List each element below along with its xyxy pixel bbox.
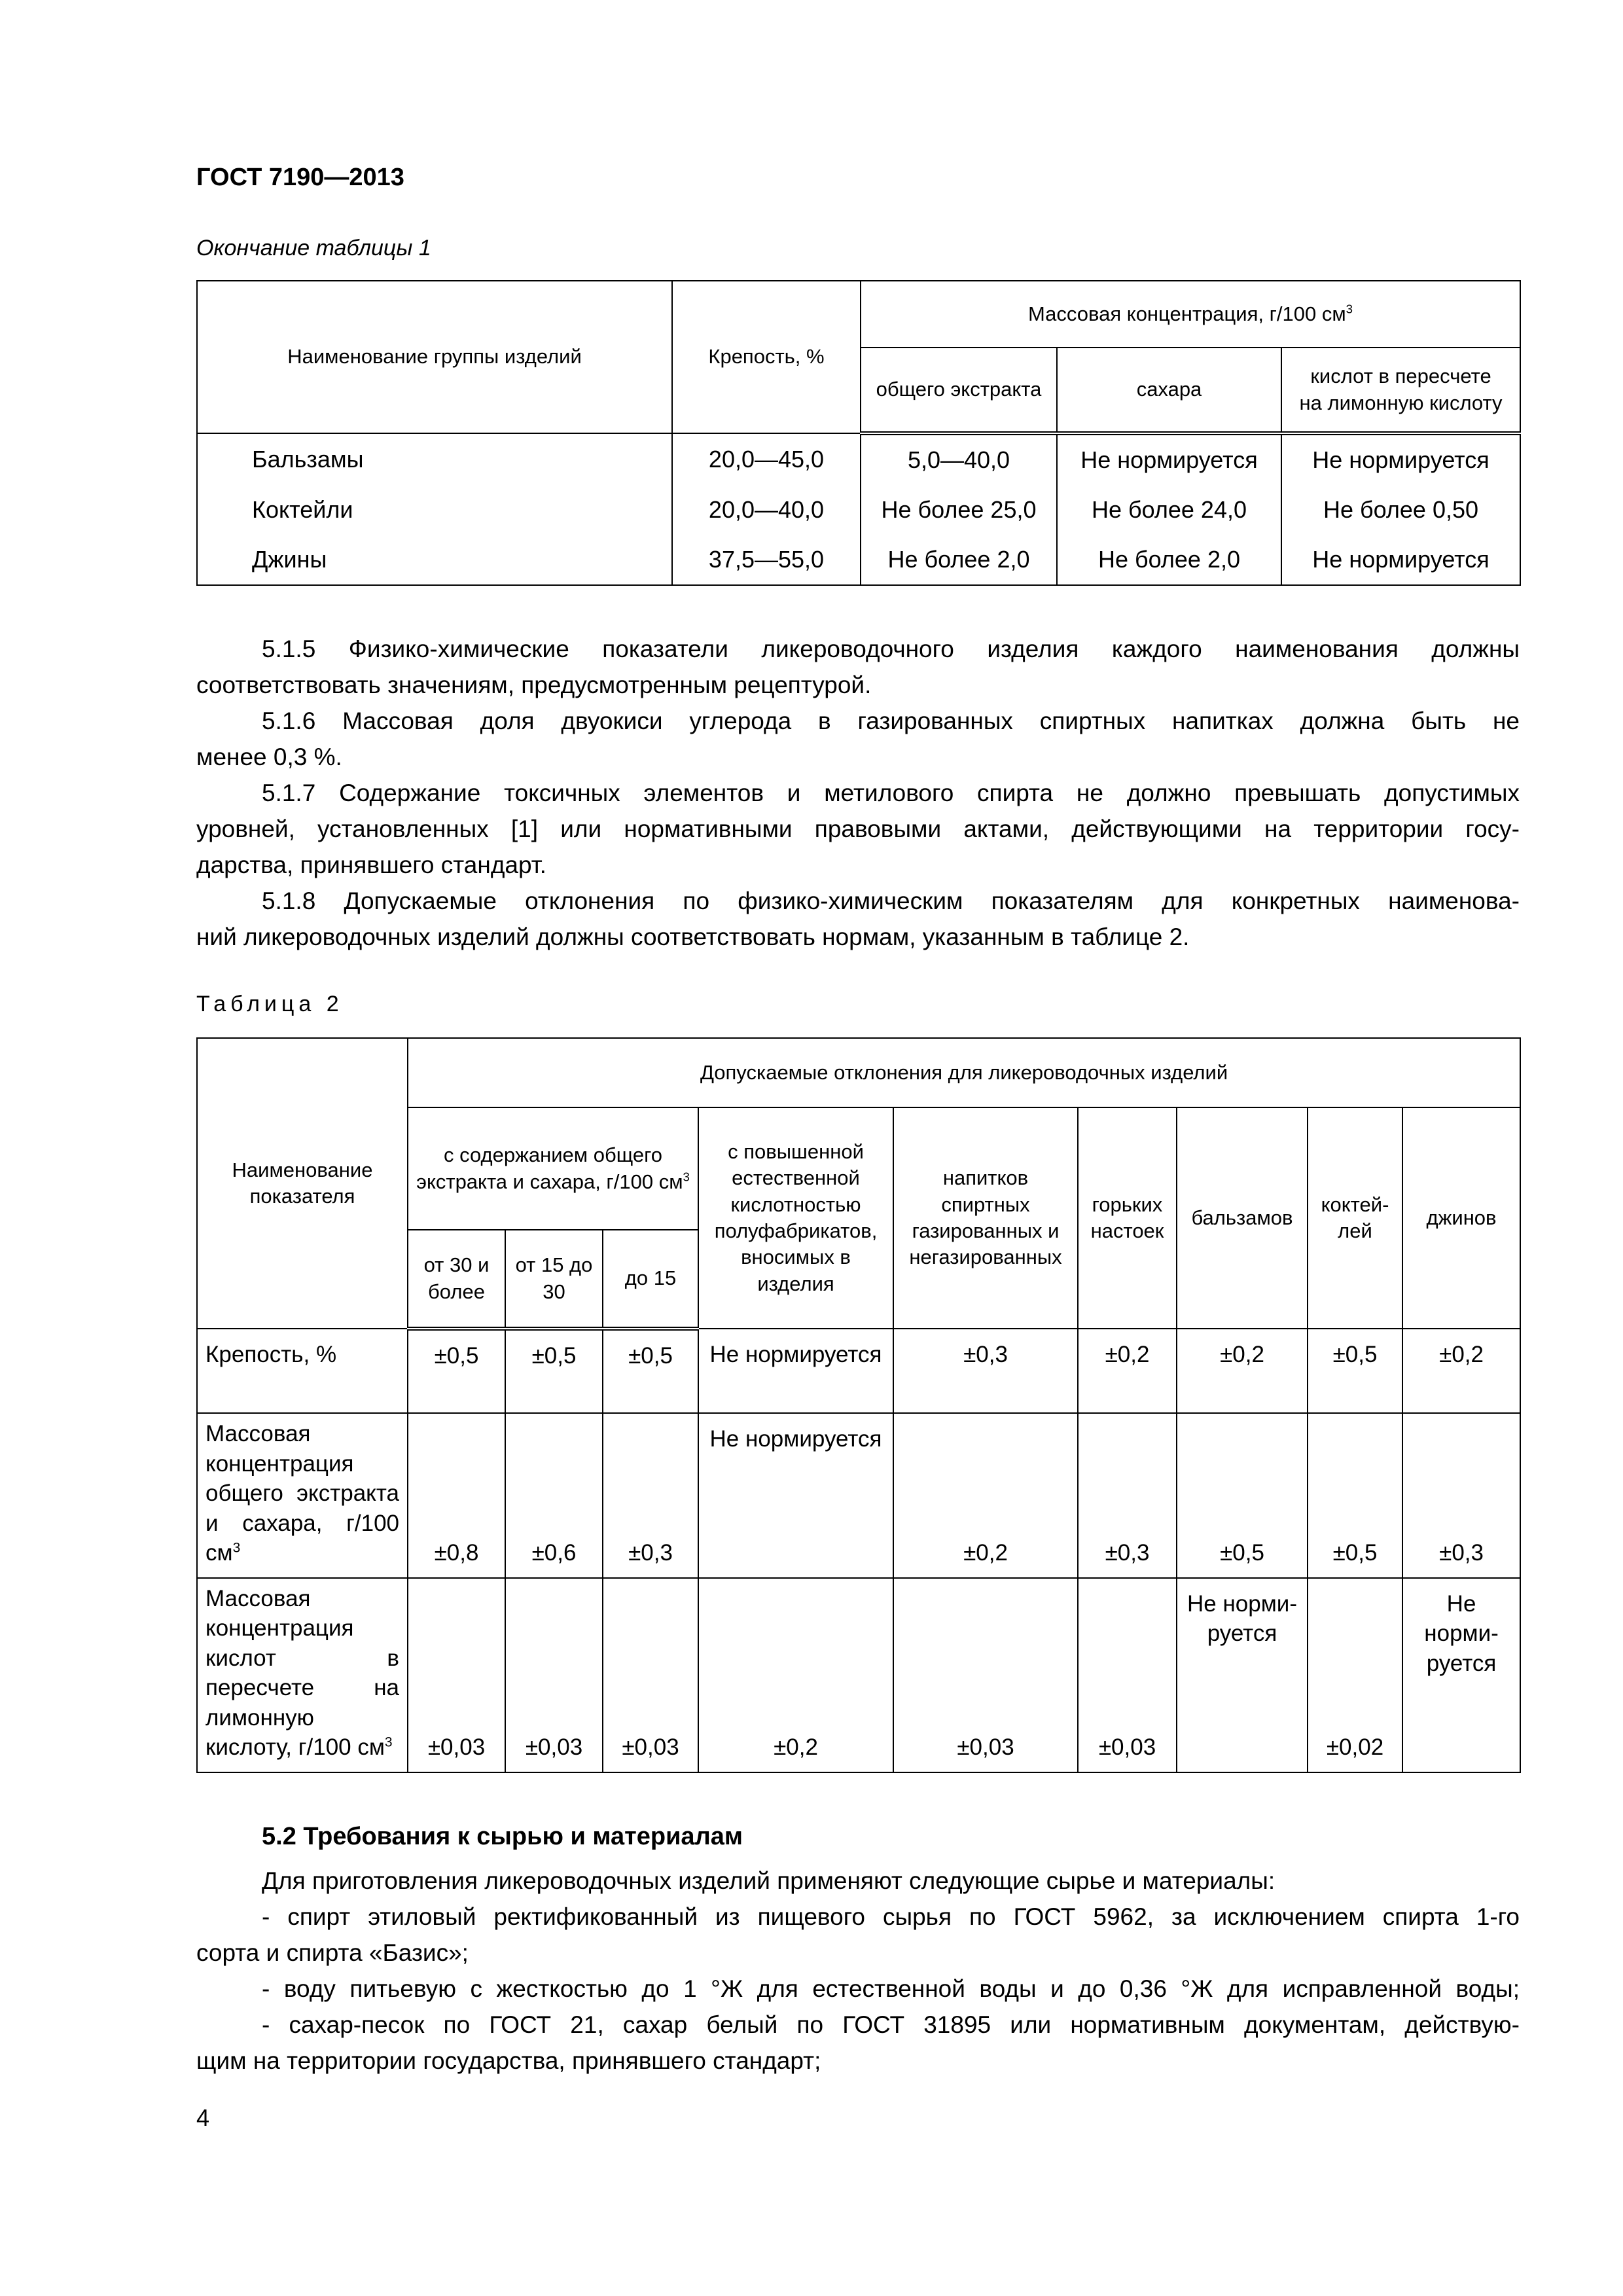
page-number: 4 [196,2104,210,2131]
header-name: Наименование группы изделий [197,281,672,433]
paragraph-5-1-6: 5.1.6 Массовая доля двуокиси углерода в газированных спиртных напитках должна быть не менее 0,3 %. [196,708,1520,770]
table-row: Коктейли 20,0—40,0 Не более 25,0 Не более 24,0 Не более 0,50 [197,485,1520,535]
header-to-15: до 15 [603,1230,698,1329]
paragraph-5-1-5: 5.1.5 Физико-химические показатели ликероводочного изделия каждого наименования должны соответствовать значениям, предусмотренным рецептурой. [196,636,1520,698]
header-acidity: с повышенной естественной кислотностью полуфабрикатов, вносимых в изделия [698,1107,893,1329]
section-5-2-body: Для приготовления ликероводочных изделий применяют следующие сырье и материалы: - спирт этиловый ректификованный из пищевого сырья по ГОСТ 5962, за исключением спирта 1-го сорта и спирта «Базис»; - воду питьевую с жесткостью до 1 °Ж для естественной воды и до 0,36 °Ж для исправленной воды; - сахар-песок по ГОСТ 21, сахар белый по ГОСТ 31895 или нормативным документам, действую- щим на территории государства, принявшего стандарт; [196,1867,1520,2074]
header-acids: кислот в пересчете на лимонную кислоту [1281,348,1520,433]
header-balsams: бальзамов [1177,1107,1308,1329]
section-5-2-heading: 5.2 Требования к сырью и материалам [262,1823,743,1850]
header-deviations: Допускаемые отклонения для ликероводочных изделий [408,1038,1520,1107]
table-continuation-label: Окончание таблицы 1 [196,236,431,260]
header-from-30: от 30 и более [408,1230,505,1329]
header-cocktails: коктей-лей [1308,1107,1402,1329]
header-bitter: горьких настоек [1078,1107,1177,1329]
paragraph-5-1-8: 5.1.8 Допускаемые отклонения по физико-химическим показателям для конкретных наименова- ний ликероводочных изделий должны соответствовать нормам, указанным в таблице 2. [196,888,1520,950]
header-strength: Крепость, % [672,281,861,433]
table-row: Джины 37,5—55,0 Не более 2,0 Не более 2,0 Не нормируется [197,535,1520,585]
header-from-15: от 15 до 30 [505,1230,603,1329]
table-2-caption: Таблица 2 [196,992,344,1016]
header-sugar: сахара [1057,348,1281,433]
table-row: Массовая концентрация кислот в пересчете на лимонную кислоту, г/100 $см^3$ ±0,03 ±0,03 ±0,03 ±0,2 ±0,03 ±0,03 Не норми-руется ±0,02 Не норми-руется [197,1578,1520,1772]
table-1 [196,280,1521,586]
header-extract: общего экстракта [861,348,1057,433]
header-mass-concentration: Массовая концентрация, г/100 $см^3$ [861,281,1520,348]
header-gins: джинов [1402,1107,1520,1329]
paragraph-5-1-7: 5.1.7 Содержание токсичных элементов и метилового спирта не должно превышать допустимых уровней, установленных [1] или нормативными правовыми актами, действующими на территории госу- дарства, принявшего стандарт. [196,780,1520,878]
header-drinks: напитков спиртных газированных и негазированных [893,1107,1078,1329]
table-row: Бальзамы 20,0—45,0 5,0—40,0 Не нормируется Не нормируется [197,433,1520,485]
document-code: ГОСТ 7190—2013 [196,164,404,191]
table-2 [196,1037,1521,1773]
table-row: Крепость, % ±0,5 ±0,5 ±0,5 Не нормируется ±0,3 ±0,2 ±0,2 ±0,5 ±0,2 [197,1329,1520,1413]
header-indicator-name: Наименование показателя [197,1038,408,1329]
header-content: с содержанием общего экстракта и сахара, г/100 $см^3$ [408,1107,698,1230]
table-row: Массовая концентрация общего экстракта и сахара, г/100 $см^3$ ±0,8 ±0,6 ±0,3 Не нормируется ±0,2 ±0,3 ±0,5 ±0,5 ±0,3 [197,1413,1520,1578]
